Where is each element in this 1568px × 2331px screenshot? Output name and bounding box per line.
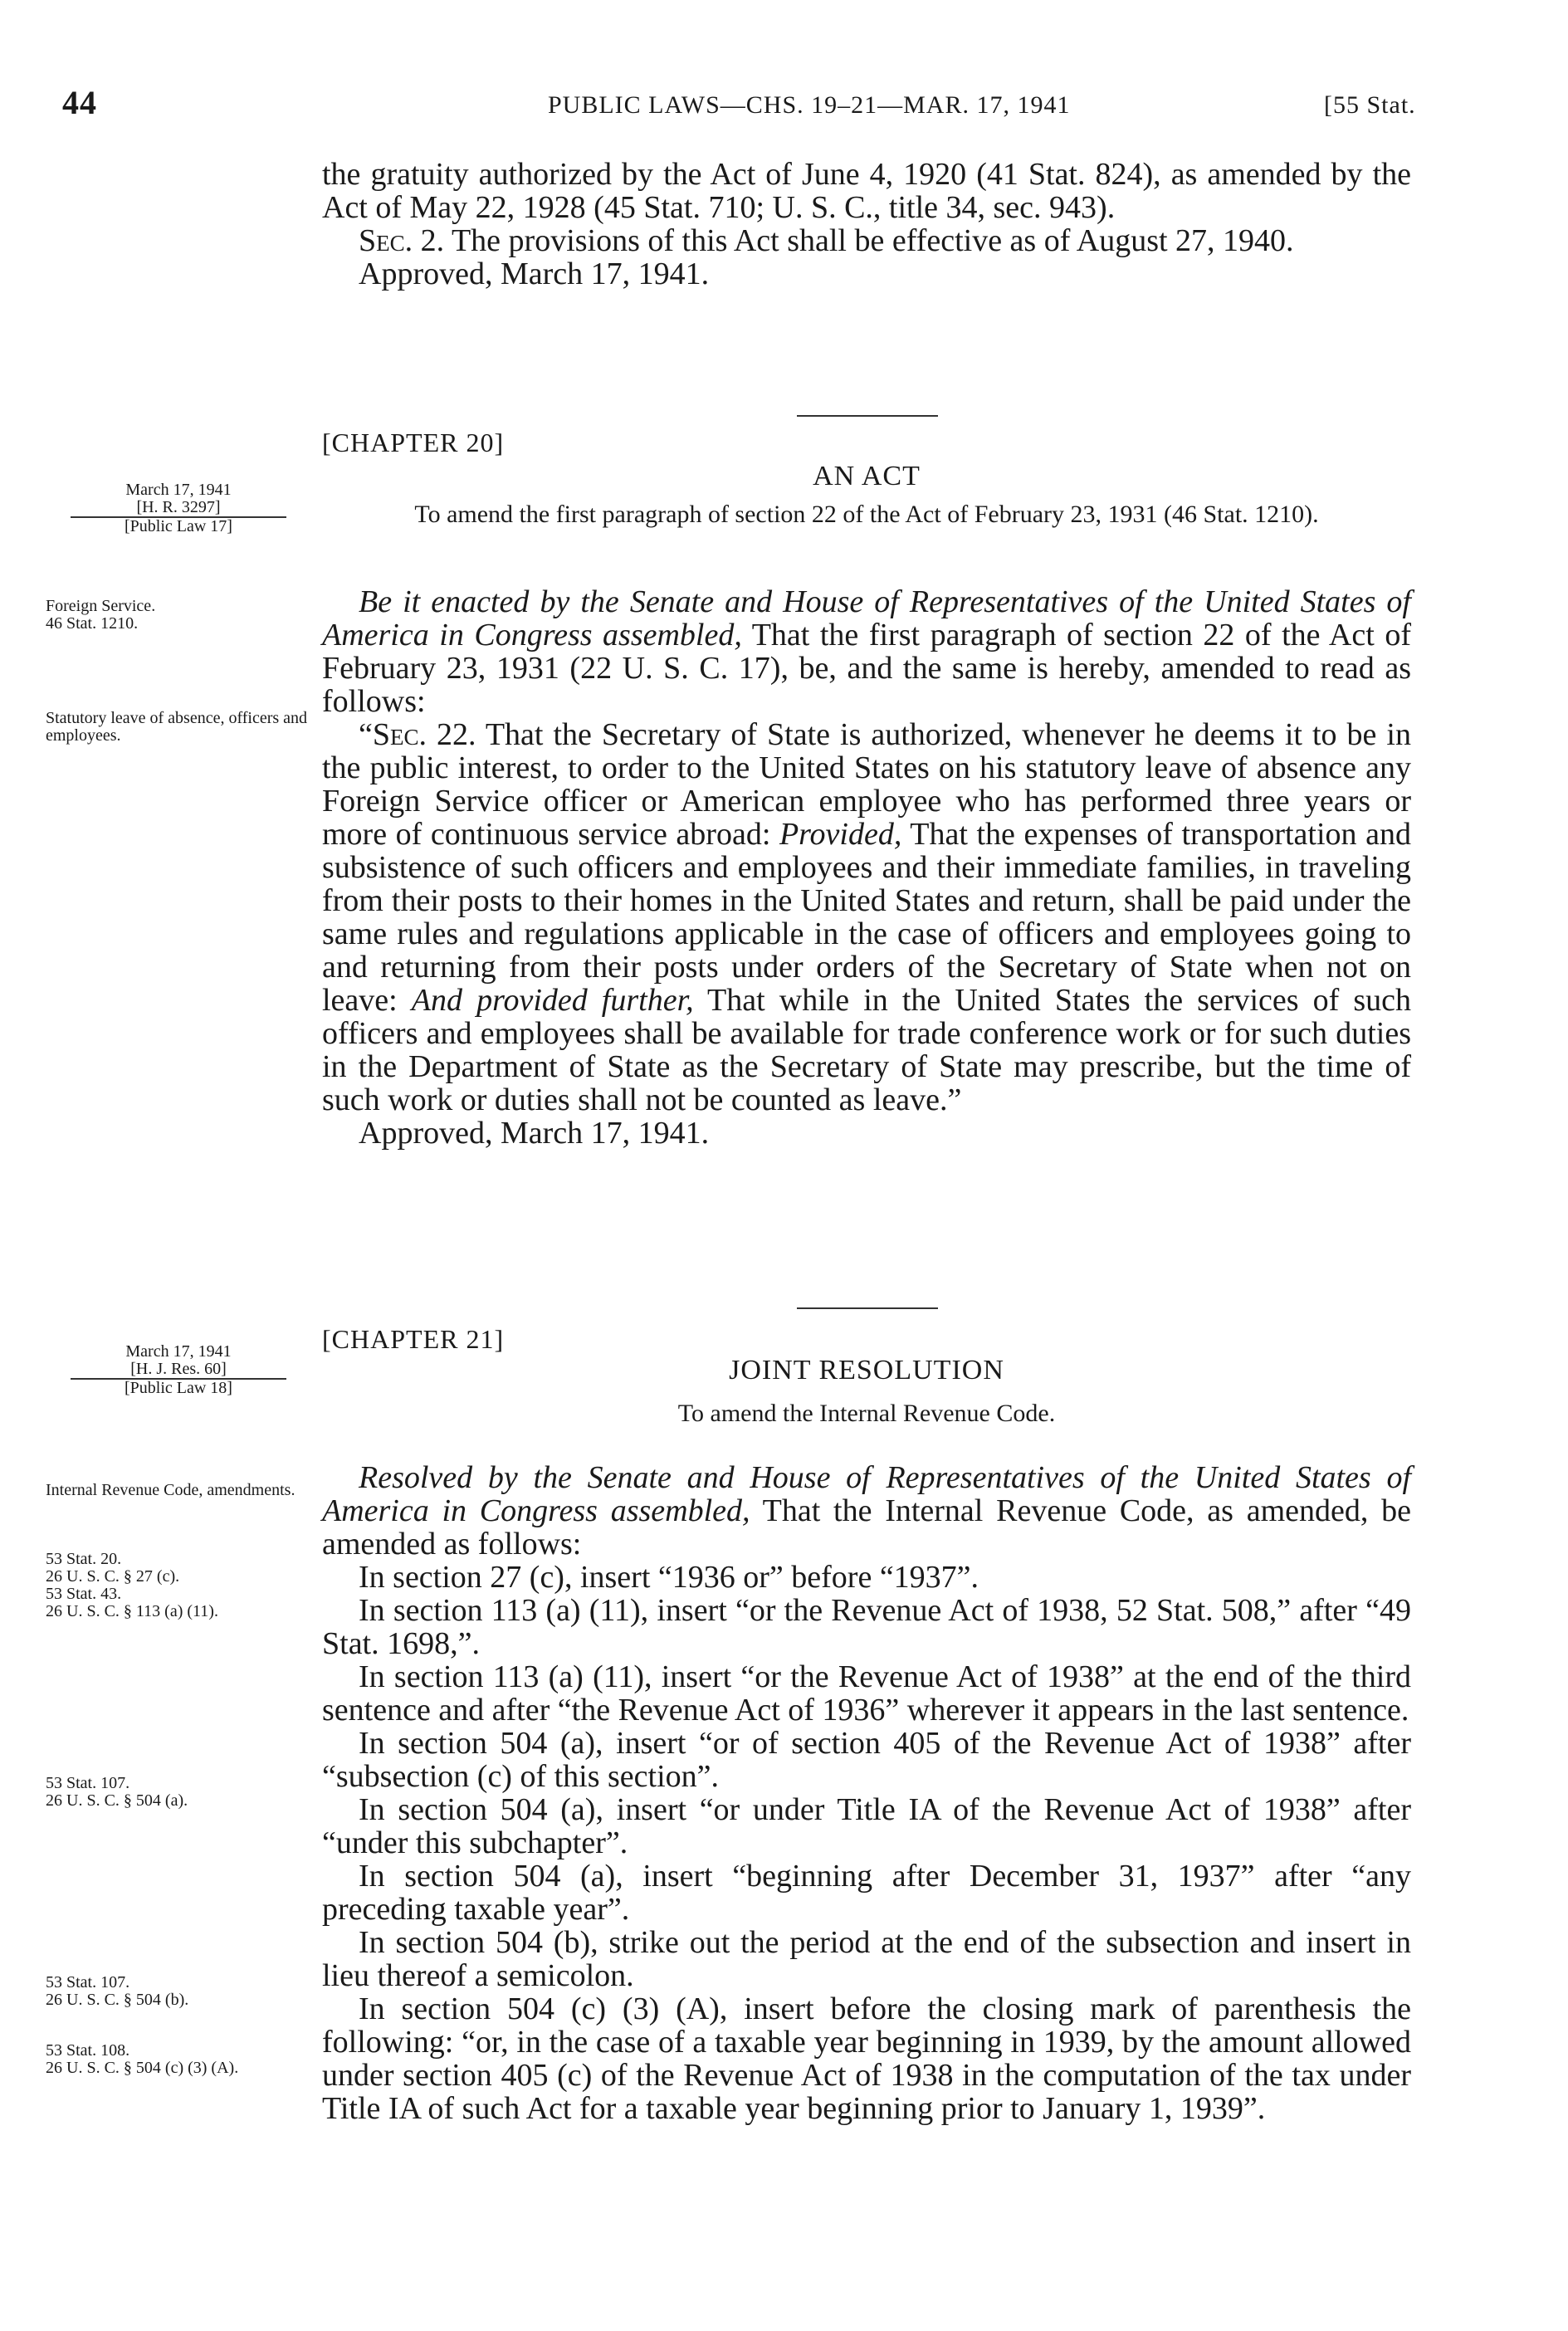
chapter-21-heading: [CHAPTER 21]	[322, 1324, 505, 1354]
section-2-label: Sec. 2.	[359, 223, 445, 258]
section-2-text: The provisions of this Act shall be effective as of August 27, 1940.	[451, 223, 1294, 258]
margin-note-citation: 46 Stat. 1210.	[46, 614, 139, 633]
margin-citation-line: 26 U. S. C. § 504 (c) (3) (A).	[46, 2059, 239, 2077]
margin-public-law: [Public Law 17]	[125, 517, 232, 535]
section-22-label: “Sec. 22.	[359, 717, 476, 752]
approval-line: Approved, March 17, 1941.	[359, 1116, 710, 1151]
carryover-paragraph: the gratuity authorized by the Act of June 4, 1920 (41 Stat. 824), as amended by the Act of May 22, 1928 (45 Stat. 710; U. S. C., title 34, sec. 943).	[322, 157, 1411, 225]
margin-bill: [H. R. 3297]	[71, 499, 286, 518]
margin-citation-a	[46, 1551, 311, 1620]
margin-note-foreign-service	[46, 598, 311, 633]
resolution-purpose: To amend the Internal Revenue Code.	[677, 1400, 1056, 1427]
chapter-21-margin-header	[46, 1343, 311, 1397]
margin-date: March 17, 1941	[125, 1342, 232, 1361]
margin-citation-line: 53 Stat. 43.	[46, 1585, 122, 1603]
act-title: AN ACT	[813, 461, 921, 491]
margin-citation-line: 53 Stat. 107.	[46, 1774, 130, 1792]
amendment-paragraph: In section 113 (a) (11), insert “or the Revenue Act of 1938” at the end of the third sentence and after “the Revenue Act of 1936” wherever it appears in the last sentence.	[322, 1659, 1411, 1727]
act-purpose: To amend the first paragraph of section 22 of the Act of February 23, 1931 (46 Stat. 1210).	[414, 501, 1319, 528]
section-22-text-2: That the expenses of transportation and subsistence of such officers and employees and their immediate families, in traveling from their posts to their homes in the United States and return, shall be paid under the same rules and regulations applicable in the case of officers and employees going to and returning from their posts under orders of the Secretary of State when not on leave:	[322, 817, 1411, 1018]
margin-citation-d	[46, 1974, 311, 2009]
volume-reference: [55 Stat.	[1324, 91, 1416, 119]
chapter-20-margin-header	[46, 481, 311, 535]
resolving-rest: That the Internal Revenue Code, as amended, be amended as follows:	[322, 1493, 1411, 1561]
margin-citation-line: 53 Stat. 108.	[46, 2041, 130, 2060]
margin-citation-e	[46, 2042, 311, 2077]
section-22-text-3: That while in the United States the services of such officers and employees shall be available for trade conference work or for such duties in the Department of State as the Secretary of State may prescribe, but the time of such work or duties shall not be counted as leave.”	[322, 983, 1411, 1117]
margin-note-statutory-leave: Statutory leave of absence, officers and employees.	[46, 709, 308, 745]
margin-citation-line: 26 U. S. C. § 504 (b).	[46, 1991, 189, 2009]
margin-bill: [H. J. Res. 60]	[71, 1361, 286, 1380]
margin-citation-line: 53 Stat. 107.	[46, 1973, 130, 1991]
chapter-20-body	[322, 585, 1411, 1150]
amendment-paragraph: In section 113 (a) (11), insert “or the Revenue Act of 1938, 52 Stat. 508,” after “49 Stat. 1698,”.	[322, 1593, 1411, 1661]
resolving-italic: Resolved by the Senate and House of Representatives of the United States of America in Congress assembled,	[322, 1460, 1411, 1528]
margin-note-irc: Internal Revenue Code, amendments.	[46, 1481, 296, 1499]
proviso-1: Provided,	[779, 817, 902, 852]
amendment-paragraph: In section 504 (a), insert “or under Title IA of the Revenue Act of 1938” after “under this subchapter”.	[322, 1792, 1411, 1860]
margin-citation-c	[46, 1775, 311, 1810]
margin-citation-line: 53 Stat. 20.	[46, 1550, 122, 1568]
enacting-clause	[322, 585, 1411, 718]
proviso-2: And provided further,	[411, 983, 694, 1018]
section-divider	[797, 415, 938, 417]
amendment-paragraph: In section 27 (c), insert “1936 or” before “1937”.	[359, 1560, 979, 1595]
amendment-paragraph: In section 504 (a), insert “beginning after December 31, 1937” after “any preceding taxable year”.	[322, 1859, 1411, 1927]
running-title: PUBLIC LAWS—CHS. 19–21—MAR. 17, 1941	[548, 91, 1071, 119]
amendment-paragraph: In section 504 (b), strike out the period at the end of the subsection and insert in lieu thereof a semicolon.	[322, 1925, 1411, 1993]
margin-public-law: [Public Law 18]	[125, 1379, 232, 1397]
page-number: 44	[62, 84, 97, 121]
margin-citation-line: 26 U. S. C. § 113 (a) (11).	[46, 1602, 218, 1620]
margin-citation-line: 26 U. S. C. § 27 (c).	[46, 1567, 180, 1586]
approval-line: Approved, March 17, 1941.	[359, 257, 710, 291]
section-22-paragraph	[322, 718, 1411, 1117]
amendment-paragraph: In section 504 (a), insert “or of section 405 of the Revenue Act of 1938” after “subsection (c) of this section”.	[322, 1726, 1411, 1794]
margin-note-text: Foreign Service.	[46, 597, 156, 615]
margin-date: March 17, 1941	[125, 481, 232, 499]
amendment-paragraph: In section 504 (c) (3) (A), insert before the closing mark of parenthesis the following: “or, in the case of a taxable year beginning in 1939, by the amount allowed under section 405 (c) of the Revenue Act of 1938 in the computation of the tax under Title IA of such Act for a taxable year beginning prior to January 1, 1939”.	[322, 1991, 1411, 2126]
carryover-text	[322, 158, 1411, 291]
chapter-20-heading: [CHAPTER 20]	[322, 428, 505, 457]
section-2-paragraph	[322, 224, 1411, 257]
resolving-clause	[322, 1461, 1411, 1561]
enacting-italic: Be it enacted by the Senate and House of Representatives of the United States of America in Congress assembled,	[322, 584, 1411, 652]
margin-citation-line: 26 U. S. C. § 504 (a).	[46, 1791, 188, 1810]
resolution-title: JOINT RESOLUTION	[729, 1355, 1004, 1385]
chapter-21-body	[322, 1461, 1411, 2125]
section-22-text-1: That the Secretary of State is authorized, whenever he deems it to be in the public interest, to order to the United States on his statutory leave of absence any Foreign Service officer or American employee who has performed three years or more of continuous service abroad:	[322, 717, 1411, 852]
section-divider	[797, 1307, 938, 1309]
enacting-rest: That the first paragraph of section 22 of the Act of February 23, 1931 (22 U. S. C. 17), be, and the same is hereby, amended to read as follows:	[322, 618, 1411, 719]
